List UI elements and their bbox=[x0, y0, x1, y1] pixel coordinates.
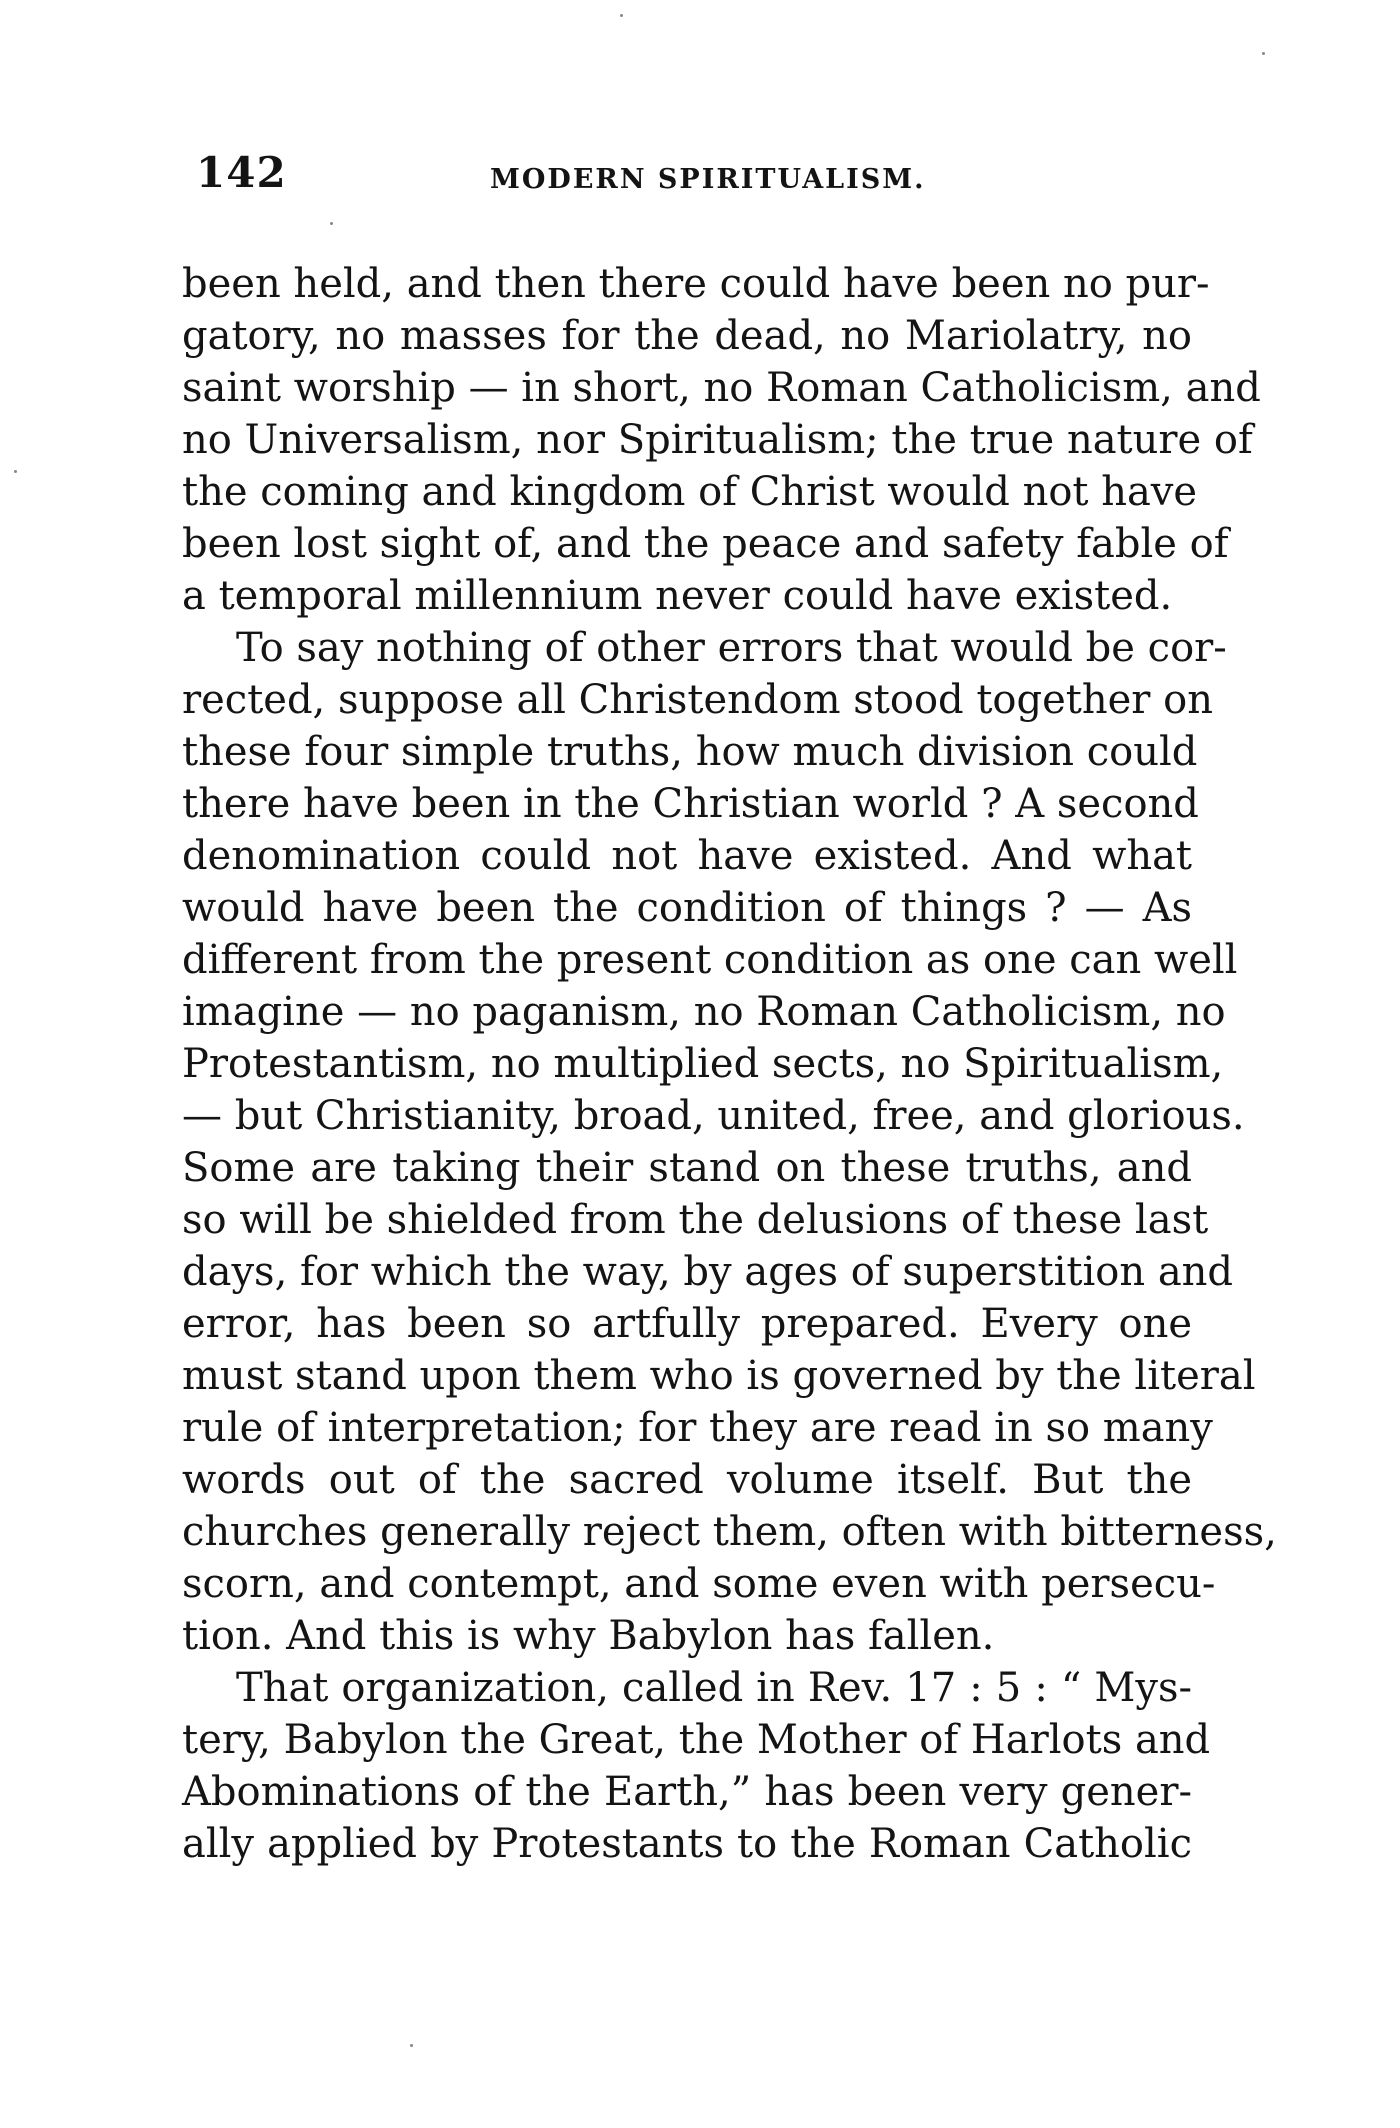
page-header bbox=[196, 148, 1196, 208]
text-line: must stand upon them who is governed by the literal bbox=[182, 1353, 1256, 1399]
text-line: — but Christianity, broad, united, free, and glorious. bbox=[182, 1093, 1245, 1139]
paper-speck bbox=[14, 470, 17, 473]
paper-speck bbox=[620, 14, 623, 17]
text-line: days, for which the way, by ages of superstition and bbox=[182, 1249, 1234, 1295]
text-line: tion. And this is why Babylon has fallen. bbox=[182, 1613, 995, 1659]
text-line: ally applied by Protestants to the Roman Catholic bbox=[182, 1821, 1192, 1867]
text-line: error, has been so artfully prepared. Every one bbox=[182, 1301, 1192, 1347]
text-line: tery, Babylon the Great, the Mother of Harlots and bbox=[182, 1717, 1211, 1763]
text-line: gatory, no masses for the dead, no Mariolatry, no bbox=[182, 313, 1192, 359]
page-number: 142 bbox=[196, 148, 287, 197]
page-body bbox=[182, 258, 1277, 1870]
text-line: would have been the condition of things ? — As bbox=[182, 885, 1192, 931]
text-line: no Universalism, nor Spiritualism; the true nature of bbox=[182, 417, 1253, 463]
paragraph-start-line: That organization, called in Rev. 17 : 5 : “ Mys- bbox=[236, 1665, 1192, 1711]
text-line: a temporal millennium never could have existed. bbox=[182, 573, 1173, 619]
paper-speck bbox=[1262, 52, 1265, 55]
running-title: MODERN SPIRITUALISM. bbox=[490, 164, 926, 195]
paper-speck bbox=[330, 222, 333, 225]
text-line: scorn, and contempt, and some even with persecu- bbox=[182, 1561, 1216, 1607]
text-line: Protestantism, no multiplied sects, no Spiritualism, bbox=[182, 1041, 1224, 1087]
text-line: there have been in the Christian world ? A second bbox=[182, 781, 1199, 827]
text-line: saint worship — in short, no Roman Catholicism, and bbox=[182, 365, 1261, 411]
text-line: imagine — no paganism, no Roman Catholicism, no bbox=[182, 989, 1226, 1035]
text-line: denomination could not have existed. And what bbox=[182, 833, 1192, 879]
text-line: Some are taking their stand on these truths, and bbox=[182, 1145, 1192, 1191]
text-line: the coming and kingdom of Christ would not have bbox=[182, 469, 1198, 515]
paragraph-start-line: To say nothing of other errors that would be cor- bbox=[236, 625, 1227, 671]
text-line: rected, suppose all Christendom stood together on bbox=[182, 677, 1213, 723]
text-line: different from the present condition as one can well bbox=[182, 937, 1238, 983]
text-line: churches generally reject them, often with bitterness, bbox=[182, 1509, 1277, 1555]
text-line: been held, and then there could have been no pur- bbox=[182, 261, 1210, 307]
text-line: words out of the sacred volume itself. But the bbox=[182, 1457, 1192, 1503]
paper-speck bbox=[410, 2044, 413, 2047]
text-line: so will be shielded from the delusions of these last bbox=[182, 1197, 1209, 1243]
text-line: been lost sight of, and the peace and safety fable of bbox=[182, 521, 1229, 567]
text-line: Abominations of the Earth,” has been very gener- bbox=[182, 1769, 1192, 1815]
text-line: these four simple truths, how much division could bbox=[182, 729, 1198, 775]
text-line: rule of interpretation; for they are read in so many bbox=[182, 1405, 1213, 1451]
